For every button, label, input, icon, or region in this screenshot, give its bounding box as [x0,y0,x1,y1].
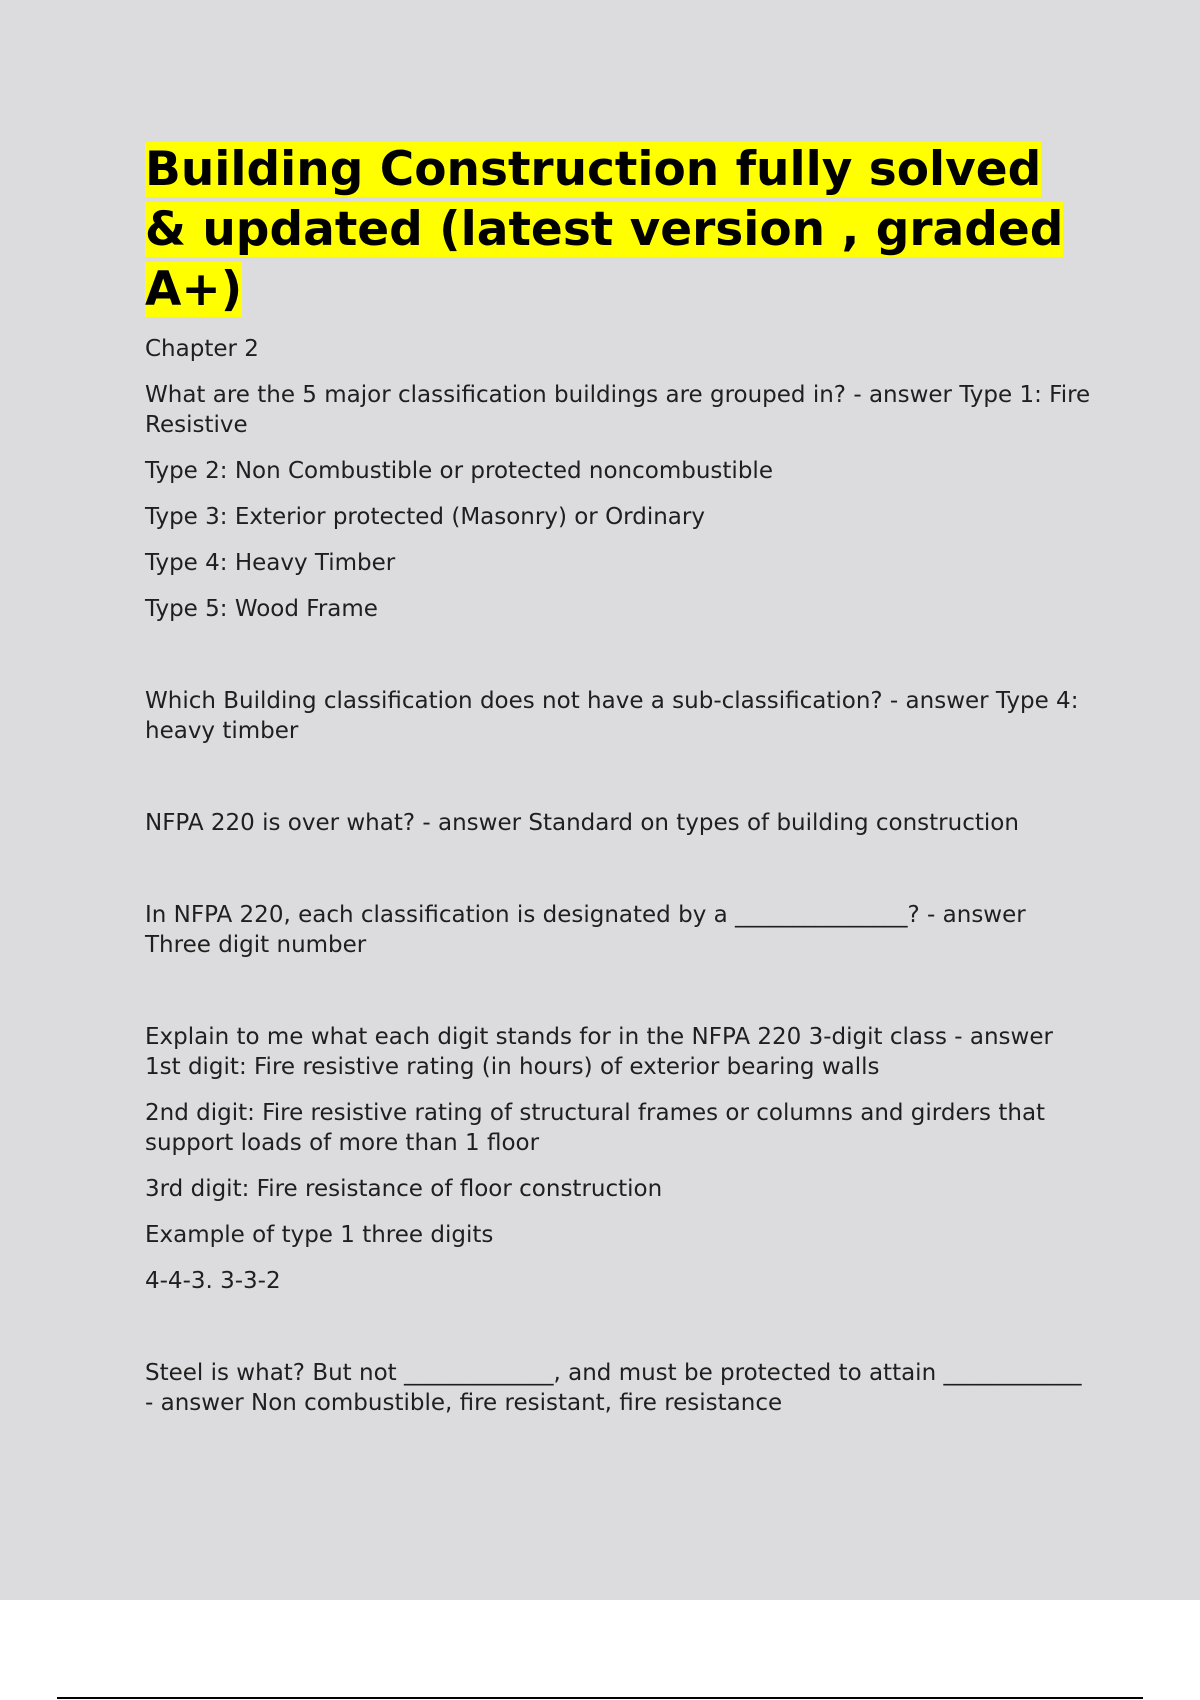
question-paragraph: NFPA 220 is over what? - answer Standard on types of building construction [145,810,1019,836]
question-paragraph: Explain to me what each digit stands for in the NFPA 220 3-digit class - answer 1st digit: Fire resistive rating (in hours) of exterior bearing walls [145,1024,1053,1080]
document-content [145,140,1095,1434]
answer-line: 4-4-3. 3-3-2 [145,1268,281,1294]
question-paragraph: What are the 5 major classification buildings are grouped in? - answer Type 1: Fire Resistive [145,382,1091,438]
question-paragraph: Which Building classification does not have a sub-classification? - answer Type 4: heavy timber [145,688,1079,744]
spacer [145,854,1095,900]
question-paragraph: Steel is what? But not _____________, and must be protected to attain ____________ - answer Non combustible, fire resistant, fire resistance [145,1360,1082,1416]
spacer [145,1312,1095,1358]
spacer [145,762,1095,808]
answer-line: Type 3: Exterior protected (Masonry) or Ordinary [145,504,705,530]
answer-line: Type 2: Non Combustible or protected noncombustible [145,458,773,484]
spacer [145,976,1095,1022]
footer-divider [57,1697,1143,1699]
question-paragraph: In NFPA 220, each classification is designated by a _______________? - answer Three digit number [145,902,1026,958]
title-highlight: Building Construction fully solved & updated (latest version , graded A+) [145,142,1064,317]
document-title [145,140,1095,320]
answer-line: 2nd digit: Fire resistive rating of structural frames or columns and girders that support loads of more than 1 floor [145,1100,1046,1156]
answer-line: Type 4: Heavy Timber [145,550,396,576]
chapter-heading: Chapter 2 [145,336,259,362]
answer-line: Type 5: Wood Frame [145,596,378,622]
answer-line: Example of type 1 three digits [145,1222,494,1248]
spacer [145,640,1095,686]
answer-line: 3rd digit: Fire resistance of floor construction [145,1176,663,1202]
